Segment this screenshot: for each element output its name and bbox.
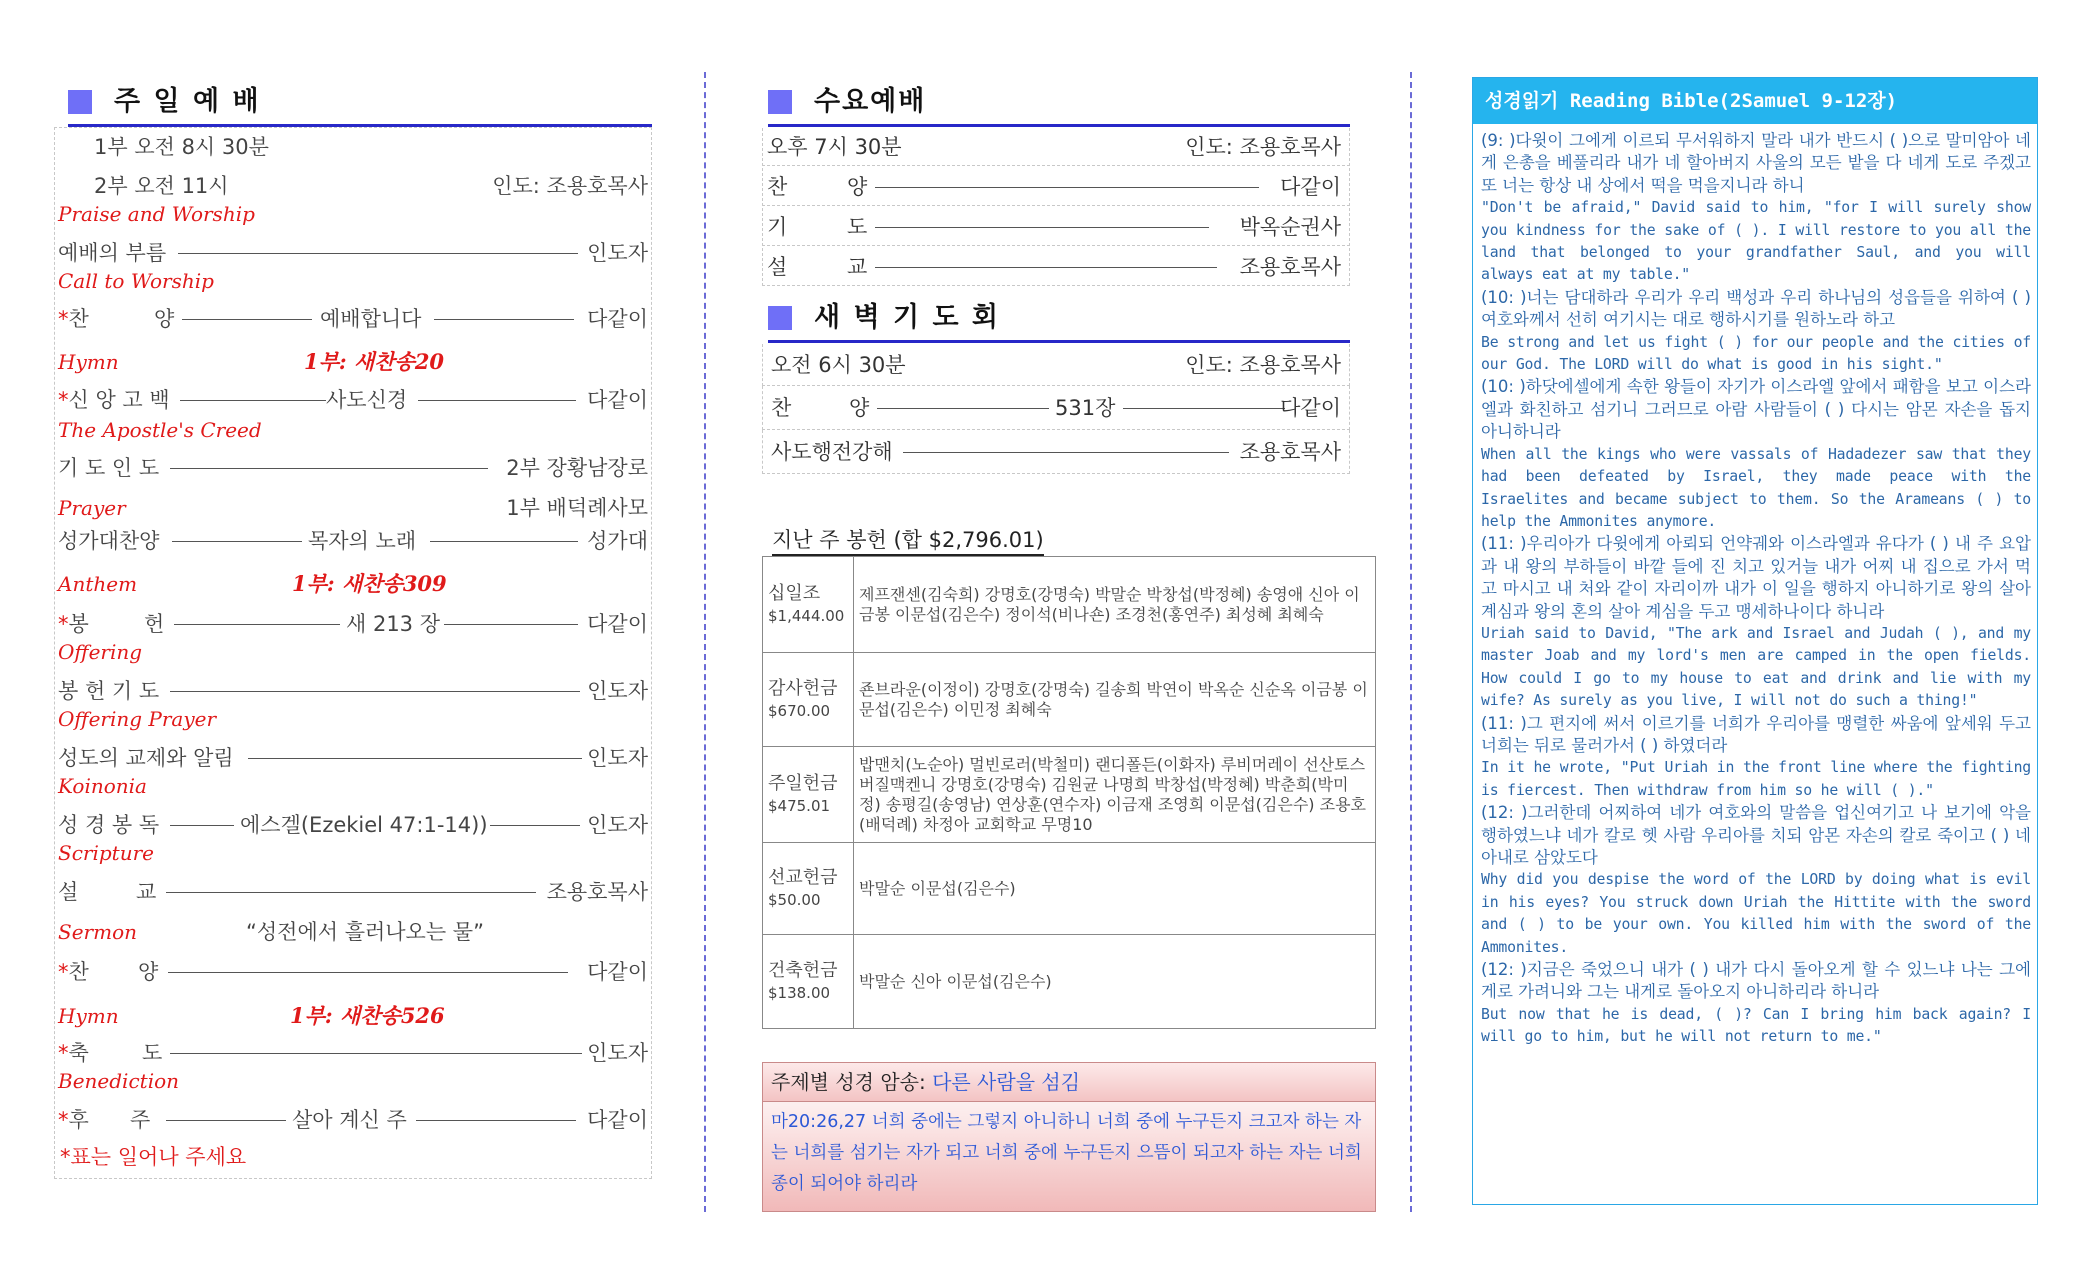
reading-paragraph: (11: )우리아가 다윗에게 아뢰되 언약궤와 이스라엘과 유다가 ( ) 내 주 요압과 내 왕의 부하들이 바깥 들에 진 치고 있거늘 내가 어찌 내 집으로 가서 먹고 마시고 내 처와 같이 자리이까 내가 이 일을 행하지 아니하기로 왕의 살아 계심과 왕의 혼의 살아 계심을 두고 맹세하나이다 하니라	[1481, 534, 2031, 621]
memory-verse-header: 주제별 성경 암송: 다른 사람을 섬김	[763, 1063, 1375, 1102]
sermon-title: “성전에서 흘러나오는 물”	[246, 920, 484, 944]
closing-hymn-en: Hymn	[58, 1004, 119, 1028]
offering-row: *봉 헌 새 213 장 다같이	[58, 612, 648, 636]
postlude-row: *후 주 살아 계신 주 다같이	[58, 1108, 648, 1132]
first-service-anthem: 1부: 새찬송309	[292, 571, 447, 596]
heading-square-icon	[768, 306, 792, 330]
offering-en-label: Offering	[58, 640, 143, 664]
wednesday-service-heading	[768, 82, 1350, 122]
column-divider-1	[704, 72, 706, 1212]
offering-prayer-row: 봉 헌 기 도 인도자	[58, 679, 648, 703]
offering-row-tithe: 십일조 $1,444.00 제프잰센(김숙희) 강명호(강명숙) 박말순 박창섭(박정혜) 송영애 신아 이금봉 이문섭(김은수) 정이석(비나숀) 조경천(홍연주) 최성혜 최혜숙	[763, 557, 1376, 653]
creed-row: *신 앙 고 백 사도신경 다같이	[58, 388, 648, 412]
sermon-title-row: Sermon “성전에서 흘러나오는 물”	[58, 915, 650, 949]
offering-summary-title: 지난 주 봉헌 (합 $2,796.01)	[772, 526, 1044, 556]
reading-paragraph: "Don't be afraid," David said to him, "for I will surely show you kindness for the sake of ( ). I will restore to you all the land that belonged to your grandfather Saul, and you will always eat at my table."	[1481, 199, 2031, 284]
wednesday-prayer-row: 기 도 박옥순권사	[762, 208, 1350, 246]
prayer-row: 기 도 인 도 2부 장황남장로	[58, 456, 648, 480]
hymn-en-label: Hymn	[58, 350, 119, 374]
reading-paragraph: (10: )하닷에셀에게 속한 왕들이 자기가 이스라엘 앞에서 패함을 보고 이스라엘과 화친하고 섬기니 그러므로 아람 사람들이 ( ) 다시는 암몬 자손을 돕지 아니하니라	[1481, 377, 2031, 442]
call-to-worship-en: Call to Worship	[58, 269, 214, 293]
memory-verse-text: 마20:26,27 너희 중에는 그렇지 아니하니 너희 중에 누구든지 크고자 하는 자는 너희를 섬기는 자가 되고 너희 중에 누구든지 으뜸이 되고자 하는 자는 너희 종이 되어야 하리라	[771, 1112, 1362, 1194]
bible-reading-panel	[1472, 77, 2038, 1205]
column-divider-2	[1410, 72, 1412, 1212]
reading-paragraph: But now that he is dead, ( )? Can I bring him back again? I will go to him, but he will not return to me."	[1481, 1005, 2031, 1046]
reading-paragraph: Why did you despise the word of the LORD by doing what is evil in his eyes? You struck down Uriah the Hittite with the sword and ( ) to be your own. You killed him with the sword of the Ammonites.	[1481, 871, 2031, 956]
first-service-hymn: 1부: 새찬송20	[304, 349, 445, 374]
reading-paragraph: In it he wrote, "Put Uriah in the front line where the fighting is fiercest. Then withdraw from him so he will ( )."	[1481, 759, 2031, 799]
benediction-en: Benediction	[58, 1069, 180, 1093]
dawn-lecture-row: 사도행전강해 조용호목사	[762, 430, 1350, 474]
dawn-hymn-row: 찬 양 531장 다같이	[762, 386, 1350, 430]
reading-paragraph: (12: )지금은 죽었으니 내가 ( ) 내가 다시 돌아오게 할 수 있느냐 나는 그에게로 가려니와 그는 내게로 돌아오지 아니하리라 하니라	[1481, 960, 2031, 1002]
reading-paragraph: (11: )그 편지에 써서 이르기를 너희가 우리아를 맹렬한 싸움에 앞세워 두고 너희는 뒤로 물러가서 ( ) 하였더라	[1481, 713, 2031, 755]
benediction-row: *축 도 인도자	[58, 1041, 648, 1065]
first-service-time: 1부 오전 8시 30분	[94, 135, 269, 159]
sermon-row: 설 교 조용호목사	[58, 880, 648, 904]
offering-row-thanks: 감사헌금 $670.00 죤브라운(이정이) 강명호(강명숙) 길송희 박연이 박옥순 신순옥 이금봉 이문섭(김은수) 이민정 최혜숙	[763, 653, 1376, 747]
sunday-service-title: 주 일 예 배	[114, 86, 261, 117]
koinonia-row: 성도의 교제와 알림 인도자	[58, 746, 648, 770]
dawn-prayer-heading	[768, 298, 1350, 338]
offering-row-mission: 선교헌금 $50.00 박말순 이문섭(김은수)	[763, 843, 1376, 935]
anthem-en-label: Anthem	[58, 572, 138, 596]
praise-worship-label: Praise and Worship	[58, 202, 255, 226]
offering-prayer-en: Offering Prayer	[58, 707, 217, 731]
dawn-prayer-title: 새 벽 기 도 회	[814, 302, 1001, 333]
creed-en-label: The Apostle's Creed	[58, 418, 262, 442]
wednesday-time-row: 오후 7시 30분 인도: 조용호목사	[762, 128, 1350, 166]
offering-row-building: 건축헌금 $138.00 박말순 신아 이문섭(김은수)	[763, 935, 1376, 1029]
closing-hymn-row: *찬 양 다같이	[58, 960, 648, 984]
scripture-en: Scripture	[58, 841, 154, 865]
bible-reading-header	[1473, 78, 2037, 124]
anthem-row: 성가대찬양 목자의 노래 성가대	[58, 529, 648, 553]
bible-reading-text	[1481, 130, 2031, 1049]
offering-table	[762, 556, 1376, 1029]
heading-square-icon	[768, 90, 792, 114]
reading-paragraph: (9: )다윗이 그에게 이르되 무서워하지 말라 내가 반드시 ( )으로 말미암아 네게 은총을 베풀리라 내가 네 할아버지 사울의 모든 밭을 다 네게 도로 주겠고 또 너는 항상 내 상에서 떡을 먹을지니라 하니	[1481, 131, 2031, 195]
call-to-worship-row: 예배의 부름 인도자	[58, 241, 648, 265]
reading-paragraph: (10: )너는 담대하라 우리가 우리 백성과 우리 하나님의 성읍들을 위하여 ( ) 여호와께서 선히 여기시는 대로 행하시기를 원하노라 하고	[1481, 287, 2031, 330]
sunday-service-heading	[68, 82, 652, 122]
closing-hymn-first: 1부: 새찬송526	[290, 1003, 445, 1028]
heading-square-icon	[68, 90, 92, 114]
wednesday-sermon-row: 설 교 조용호목사	[762, 248, 1350, 286]
koinonia-en: Koinonia	[58, 774, 147, 798]
sunday-leader: 인도: 조용호목사	[492, 174, 648, 198]
reading-paragraph: Be strong and let us fight ( ) for our people and the cities of our God. The LORD will do what is good in his sight."	[1481, 333, 2031, 374]
bible-reading-title: 성경읽기 Reading Bible(2Samuel 9-12장)	[1485, 90, 1898, 112]
memory-topic: 다른 사람을 섬김	[932, 1070, 1081, 1094]
reading-paragraph: Uriah said to David, "The ark and Israel and Judah ( ), and my master Joab and my lord's men are camped in the open fields. How could I go to my house to eat and drink and lie with my wife? As surely as you live, I will not do such a thing!"	[1481, 624, 2031, 710]
memory-verse-box	[762, 1062, 1376, 1212]
dawn-time-row: 오전 6시 30분 인도: 조용호목사	[762, 344, 1350, 386]
prayer-en-row: Prayer 1부 배덕례사모	[58, 496, 648, 520]
offering-row-sunday: 주일헌금 $475.01 밥맨치(노순아) 멀빈로러(박철미) 랜디폴든(이화자) 루비머레이 선산토스 버질맥켄니 강명호(강명숙) 김원균 나명희 박창섭(박정혜) 박춘희(박미정) 송평길(송영남) 연상훈(연수자) 이금재 조영희 이문섭(김은수) 조용호(배덕례) 차정아 교회학교 무명10	[763, 747, 1376, 843]
hymn-row: *찬 양 예배합니다 다같이	[58, 307, 648, 331]
reading-paragraph: When all the kings who were vassals of Hadadezer saw that they had been defeated by Israel, they made peace with the Israelites and became subject to them. So the Arameans ( ) to help the Ammonites anymore.	[1481, 445, 2031, 530]
wednesday-hymn-row: 찬 양 다같이	[762, 168, 1350, 206]
scripture-row: 성 경 봉 독 에스겔(Ezekiel 47:1-14)) 인도자	[58, 813, 648, 837]
wednesday-service-title: 수요예배	[814, 86, 927, 117]
second-service-time: 2부 오전 11시 인도: 조용호목사	[94, 169, 650, 203]
reading-paragraph: (12: )그러한데 어찌하여 네가 여호와의 말씀을 업신여기고 나 보기에 악을 행하였느냐 네가 칼로 헷 사람 우리아를 치되 암몬 자손의 칼로 죽이고 ( ) 네 아내로 삼았도다	[1481, 803, 2031, 867]
stand-note: *표는 일어나 주세요	[60, 1145, 247, 1169]
